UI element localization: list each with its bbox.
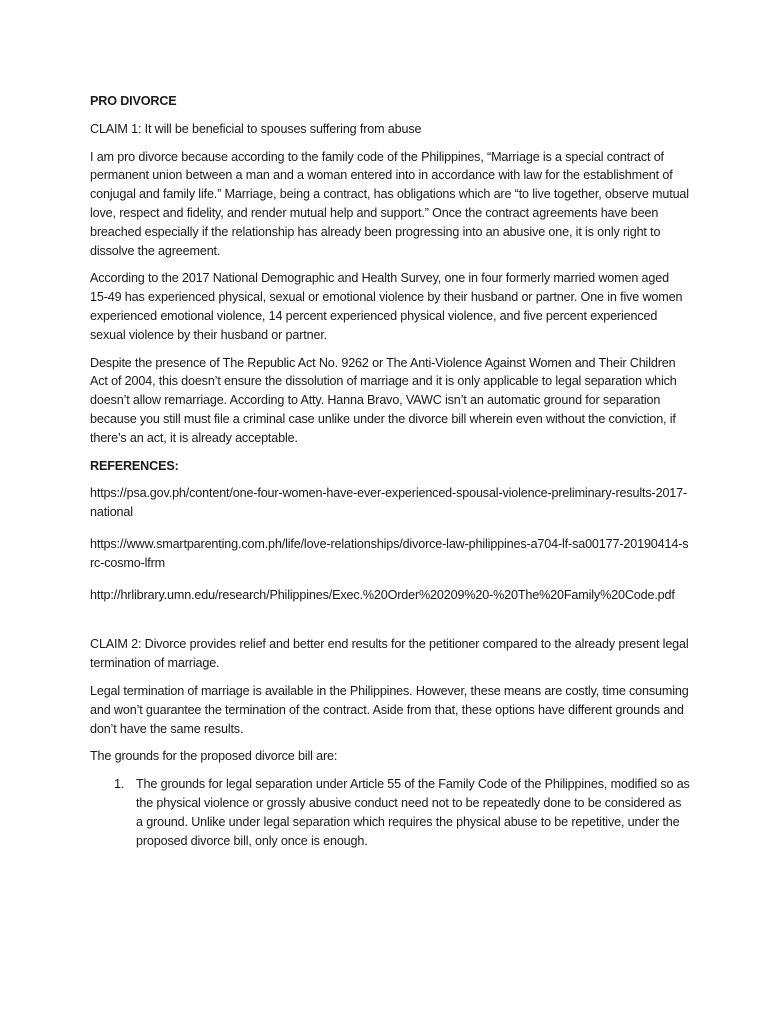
claim-1-heading: CLAIM 1: It will be beneficial to spouses suffering from abuse xyxy=(90,121,422,136)
claim-2-paragraph-2: The grounds for the proposed divorce bill are: xyxy=(90,749,338,764)
claim-1-paragraph-3: Despite the presence of The Republic Act No. 9262 or The Anti-Violence Against Women and Their Children Act of 2004, this doesn’t ensure the dissolution of marriage and it is only applicable to legal separation which doesn’t allow remarriage. According to Atty. Hanna Bravo, VAWC isn’t an automatic ground for separation because you still must file a criminal case unlike under the divorce bill wherein even without the conviction, if there’s an act, it is already acceptable. xyxy=(90,355,677,445)
reference-link-1: https://psa.gov.ph/content/one-four-women-have-ever-experienced-spousal-violence-preliminary-results-2017-national xyxy=(90,486,688,520)
claim-2-heading: CLAIM 2: Divorce provides relief and better end results for the petitioner compared to the already present legal termination of marriage. xyxy=(90,637,689,671)
reference-link-2: https://www.smartparenting.com.ph/life/love-relationships/divorce-law-philippines-a704-lf-sa00177-20190414-src-cosmo-lfrm xyxy=(90,536,689,570)
claim-1-paragraph-2: According to the 2017 National Demographic and Health Survey, one in four formerly married women aged 15-49 has experienced physical, sexual or emotional violence by their husband or partner. One in five women experienced emotional violence, 14 percent experienced physical violence, and five percent experienced sexual violence by their husband or partner. xyxy=(90,271,683,342)
section-spacer xyxy=(90,617,690,635)
claim-1-paragraph-1: I am pro divorce because according to the family code of the Philippines, “Marriage is a special contract of permanent union between a man and a woman entered into in accordance with law for the establishment of conjugal and family life.” Marriage, being a contract, has obligations which are “to live together, observe mutual love, respect and fidelity, and render mutual help and support.” Once the contract agreements have been breached especially if the relationship has already been progressing into an abusive one, it is only right to dissolve the agreement. xyxy=(90,149,689,258)
claim-2-paragraph-1: Legal termination of marriage is available in the Philippines. However, these means are costly, time consuming and won’t guarantee the termination of the contract. Aside from that, these options have different grounds and don’t have the same results. xyxy=(90,683,689,736)
list-item xyxy=(90,775,690,850)
list-item-number: 1. xyxy=(114,777,125,792)
references-heading: REFERENCES: xyxy=(90,458,179,473)
reference-link-3: http://hrlibrary.umn.edu/research/Philippines/Exec.%20Order%20209%20-%20The%20Family%20Code.pdf xyxy=(90,587,675,602)
document-title: PRO DIVORCE xyxy=(90,94,177,108)
grounds-list xyxy=(90,775,690,850)
document-body xyxy=(90,92,690,859)
list-item-text: The grounds for legal separation under Article 55 of the Family Code of the Philippines, modified so as the physical violence or grossly abusive conduct need not to be repeatedly done to be considered as a ground. Unlike under legal separation which requires the physical abuse to be repetitive, under the proposed divorce bill, only once is enough. xyxy=(136,777,690,848)
